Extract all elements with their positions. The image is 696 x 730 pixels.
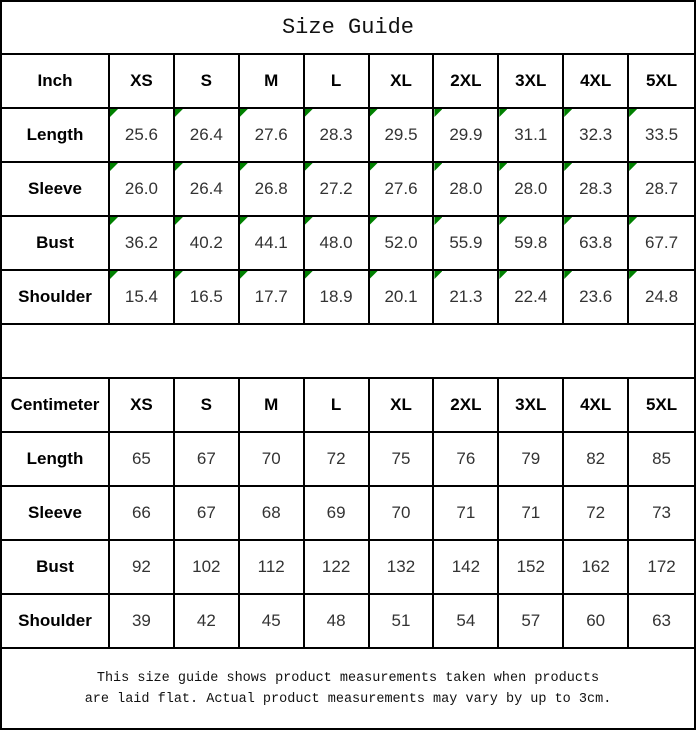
- size-header-cell: 4XL: [564, 379, 629, 433]
- size-header-cell: 5XL: [629, 379, 694, 433]
- unit-header-cell: Centimeter: [2, 379, 110, 433]
- row-label-cell: Length: [2, 109, 110, 163]
- row-label-cell: Length: [2, 433, 110, 487]
- measurement-value-cell: 152: [499, 541, 564, 595]
- row-label-cell: Sleeve: [2, 163, 110, 217]
- measurement-value-cell: 26.4: [175, 163, 240, 217]
- measurement-value-cell: 72: [305, 433, 370, 487]
- measurement-value-cell: 32.3: [564, 109, 629, 163]
- measurement-value-cell: 28.3: [305, 109, 370, 163]
- size-header-cell: 3XL: [499, 55, 564, 109]
- size-header-cell: L: [305, 379, 370, 433]
- measurement-value-cell: 122: [305, 541, 370, 595]
- measurement-value-cell: 68: [240, 487, 305, 541]
- measurement-value-cell: 15.4: [110, 271, 175, 325]
- measurement-value-cell: 27.6: [370, 163, 435, 217]
- measurement-value-cell: 172: [629, 541, 694, 595]
- row-label-cell: Shoulder: [2, 595, 110, 649]
- unit-header-cell: Inch: [2, 55, 110, 109]
- row-label-cell: Bust: [2, 541, 110, 595]
- measurement-value-cell: 67: [175, 487, 240, 541]
- measurement-value-cell: 27.2: [305, 163, 370, 217]
- measurement-value-cell: 40.2: [175, 217, 240, 271]
- measurement-value-cell: 20.1: [370, 271, 435, 325]
- measurement-value-cell: 72: [564, 487, 629, 541]
- page-title: Size Guide: [2, 2, 694, 55]
- measurement-value-cell: 57: [499, 595, 564, 649]
- measurement-value-cell: 92: [110, 541, 175, 595]
- measurement-value-cell: 63.8: [564, 217, 629, 271]
- measurement-value-cell: 54: [434, 595, 499, 649]
- measurement-value-cell: 28.0: [434, 163, 499, 217]
- measurement-value-cell: 132: [370, 541, 435, 595]
- measurement-value-cell: 70: [240, 433, 305, 487]
- size-header-cell: M: [240, 55, 305, 109]
- size-header-cell: XS: [110, 55, 175, 109]
- measurement-value-cell: 48.0: [305, 217, 370, 271]
- measurement-value-cell: 70: [370, 487, 435, 541]
- measurement-value-cell: 63: [629, 595, 694, 649]
- measurement-value-cell: 26.4: [175, 109, 240, 163]
- size-header-cell: XL: [370, 379, 435, 433]
- measurement-value-cell: 71: [499, 487, 564, 541]
- row-label-cell: Bust: [2, 217, 110, 271]
- measurement-value-cell: 31.1: [499, 109, 564, 163]
- measurement-value-cell: 85: [629, 433, 694, 487]
- measurement-value-cell: 76: [434, 433, 499, 487]
- size-header-cell: S: [175, 379, 240, 433]
- measurement-value-cell: 60: [564, 595, 629, 649]
- measurement-value-cell: 18.9: [305, 271, 370, 325]
- size-header-cell: 4XL: [564, 55, 629, 109]
- footer-note-line1: This size guide shows product measurements taken when products: [96, 670, 600, 686]
- measurement-value-cell: 65: [110, 433, 175, 487]
- measurement-value-cell: 59.8: [499, 217, 564, 271]
- measurement-value-cell: 23.6: [564, 271, 629, 325]
- measurement-value-cell: 55.9: [434, 217, 499, 271]
- measurement-value-cell: 42: [175, 595, 240, 649]
- measurement-value-cell: 51: [370, 595, 435, 649]
- size-header-cell: 3XL: [499, 379, 564, 433]
- size-header-cell: S: [175, 55, 240, 109]
- cm-size-table: [2, 379, 694, 649]
- size-header-cell: L: [305, 55, 370, 109]
- measurement-value-cell: 66: [110, 487, 175, 541]
- measurement-value-cell: 36.2: [110, 217, 175, 271]
- measurement-value-cell: 22.4: [499, 271, 564, 325]
- measurement-value-cell: 29.9: [434, 109, 499, 163]
- measurement-value-cell: 102: [175, 541, 240, 595]
- measurement-value-cell: 29.5: [370, 109, 435, 163]
- table-spacer: [2, 325, 694, 379]
- measurement-value-cell: 69: [305, 487, 370, 541]
- measurement-value-cell: 39: [110, 595, 175, 649]
- measurement-value-cell: 112: [240, 541, 305, 595]
- measurement-value-cell: 67.7: [629, 217, 694, 271]
- measurement-value-cell: 79: [499, 433, 564, 487]
- measurement-value-cell: 142: [434, 541, 499, 595]
- measurement-value-cell: 28.3: [564, 163, 629, 217]
- measurement-value-cell: 73: [629, 487, 694, 541]
- measurement-value-cell: 28.7: [629, 163, 694, 217]
- row-label-cell: Shoulder: [2, 271, 110, 325]
- size-header-cell: XS: [110, 379, 175, 433]
- footer-note-line2: are laid flat. Actual product measurements may vary by up to 3cm.: [84, 691, 612, 707]
- measurement-value-cell: 24.8: [629, 271, 694, 325]
- measurement-value-cell: 16.5: [175, 271, 240, 325]
- measurement-value-cell: 28.0: [499, 163, 564, 217]
- row-label-cell: Sleeve: [2, 487, 110, 541]
- size-header-cell: 5XL: [629, 55, 694, 109]
- measurement-value-cell: 25.6: [110, 109, 175, 163]
- measurement-value-cell: 26.0: [110, 163, 175, 217]
- measurement-value-cell: 33.5: [629, 109, 694, 163]
- size-header-cell: 2XL: [434, 55, 499, 109]
- measurement-value-cell: 44.1: [240, 217, 305, 271]
- measurement-value-cell: 82: [564, 433, 629, 487]
- measurement-value-cell: 48: [305, 595, 370, 649]
- measurement-value-cell: 75: [370, 433, 435, 487]
- measurement-value-cell: 45: [240, 595, 305, 649]
- measurement-value-cell: 67: [175, 433, 240, 487]
- measurement-value-cell: 162: [564, 541, 629, 595]
- measurement-value-cell: 27.6: [240, 109, 305, 163]
- measurement-value-cell: 52.0: [370, 217, 435, 271]
- measurement-value-cell: 17.7: [240, 271, 305, 325]
- inch-size-table: [2, 55, 694, 325]
- size-header-cell: M: [240, 379, 305, 433]
- size-header-cell: XL: [370, 55, 435, 109]
- measurement-value-cell: 21.3: [434, 271, 499, 325]
- footer-note: [2, 649, 694, 728]
- measurement-value-cell: 26.8: [240, 163, 305, 217]
- measurement-value-cell: 71: [434, 487, 499, 541]
- size-header-cell: 2XL: [434, 379, 499, 433]
